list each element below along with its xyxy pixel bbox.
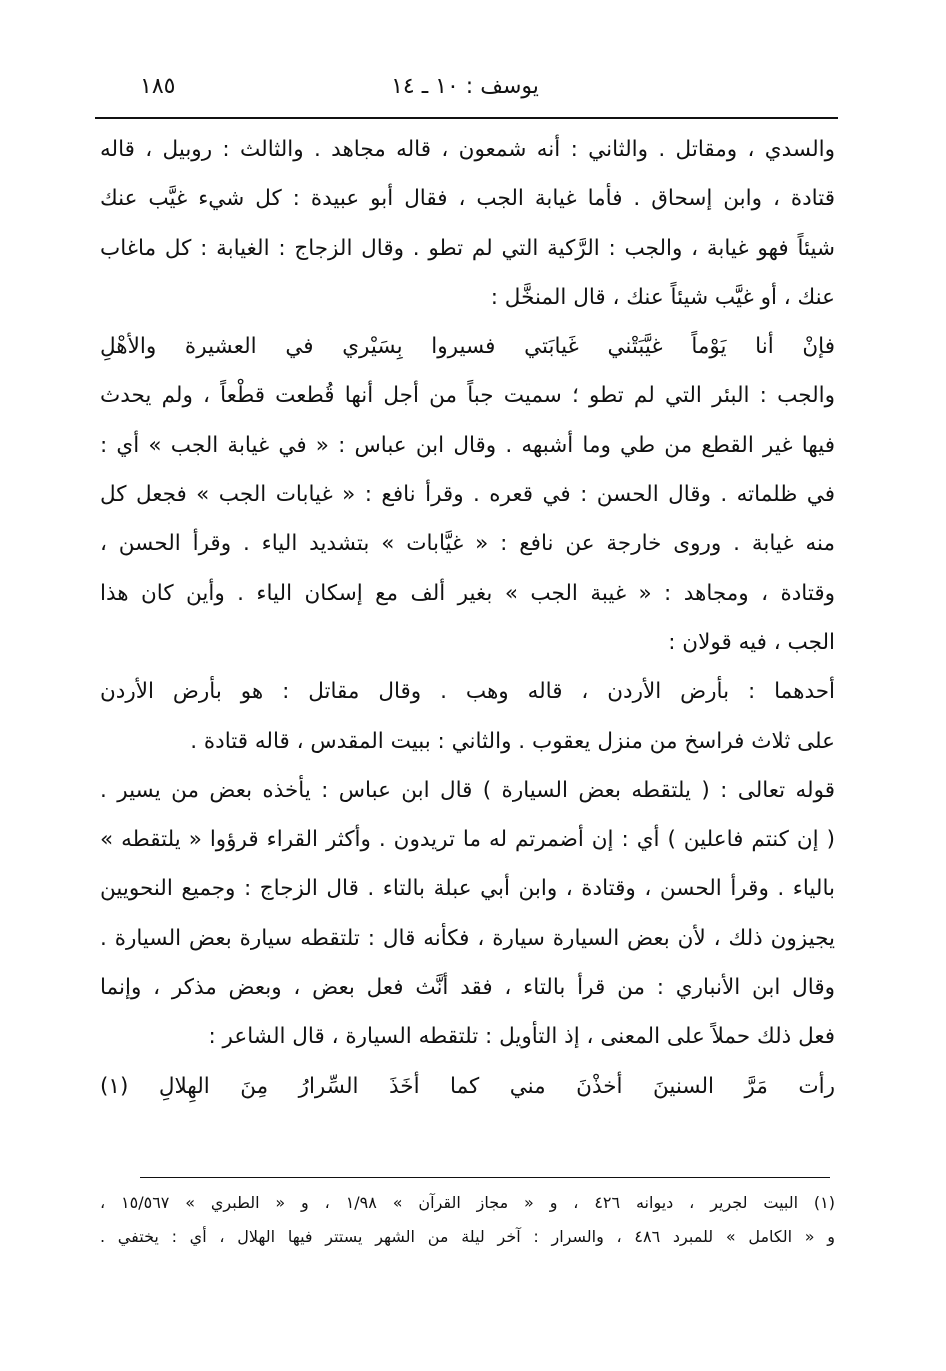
poem-verse: رأت مَرَّ السنينَ أخذْنَ مني كما أخَذَ السِّرارُ مِنَ الهِلالِ (١) <box>100 1073 835 1099</box>
footnotes <box>100 1186 835 1254</box>
page-header <box>100 68 830 106</box>
text-line: الجب ، فيه قولان : <box>668 629 835 655</box>
text-line: بالياء . وقرأ الحسن ، وقتادة ، وابن أبي عبلة بالتاء . قال الزجاج : وجميع النحويين <box>100 876 835 902</box>
text-line: قتادة ، وابن إسحاق . فأما غيابة الجب ، فقال أبو عبيدة : كل شيء غيَّب عنك <box>100 186 835 212</box>
text-line: فعل ذلك حملاً على المعنى ، إذ التأويل : تلتقطه السيارة ، قال الشاعر : <box>208 1024 835 1050</box>
text-line: فيها غير القطع من طي وما أشبهه . وقال ابن عباس : « في غيابة الجب » أي : <box>100 432 835 458</box>
text-line: وقتادة ، ومجاهد : « غيبة الجب » بغير ألف مع إسكان الياء . وأين كان هذا <box>100 580 835 606</box>
running-title: يوسف : ١٠ ـ ١٤ <box>391 74 539 99</box>
text-line: أحدهما : بأرض الأردن ، قاله وهب . وقال مقاتل : هو بأرض الأردن <box>100 679 835 705</box>
footnote-rule <box>140 1177 830 1178</box>
text-line: في ظلماته . وقال الحسن : في قعره . وقرأ نافع : « غيابات الجب » فجعل كل <box>100 482 835 508</box>
text-line: ( إن كنتم فاعلين ) أي : إن أضمرتم له ما تريدون . وأكثر القراء قرؤوا « يلتقطه » <box>100 827 835 853</box>
text-line: شيئاً فهو غيابة ، والجب : الرَّكية التي لم تطو . وقال الزجاج : الغيابة : كل ماغاب <box>100 235 835 261</box>
poem-verse: فإنْ أنا يَوْماً غيَّبَتْني غَيابَتي فسيروا بِسَيْري في العشيرة والأهْلِ <box>100 334 835 360</box>
text-line: منه غيابة . وروى خارجة عن نافع : « غيَّابات » بتشديد الياء . وقرأ الحسن ، <box>100 531 835 557</box>
footnote-line: (١) البيت لجرير ، ديوانه ٤٢٦ ، و « مجاز القرآن » ١/٩٨ ، و « الطبري » ١٥/٥٦٧ ، <box>100 1193 835 1212</box>
text-line: على ثلاث فراسخ من منزل يعقوب . والثاني : ببيت المقدس ، قاله قتادة . <box>190 728 835 754</box>
text-line: والجب : البئر التي لم تطو ؛ سميت جباً من أجل أنها قُطعت قطْعاً ، ولم يحدث <box>100 383 835 409</box>
footnote-line: و « الكامل » للمبرد ٤٨٦ ، والسرار : آخر ليلة من الشهر يستتر فيها الهلال ، أي : يختفي . <box>100 1227 835 1246</box>
text-line: والسدي ، ومقاتل . والثاني : أنه شمعون ، قاله مجاهد . والثالث : روبيل ، قاله <box>100 137 835 162</box>
main-text <box>100 125 835 1111</box>
page-number: ١٨٥ <box>140 74 176 99</box>
header-rule <box>95 117 838 119</box>
text-line: يجيزون ذلك ، لأن بعض السيارة سيارة ، فكأنه قال : تلتقطه سيارة بعض السيارة . <box>100 925 835 951</box>
text-line: عنك ، أو غيَّب شيئاً عنك ، قال المنخَّل : <box>490 284 835 310</box>
text-line: وقال ابن الأنباري : من قرأ بالتاء ، فقد أنَّث فعل بعض ، وبعض مذكر ، وإنما <box>100 975 835 1001</box>
text-line: قوله تعالى : ( يلتقطه بعض السيارة ) قال ابن عباس : يأخذه بعض من يسير . <box>100 777 835 803</box>
